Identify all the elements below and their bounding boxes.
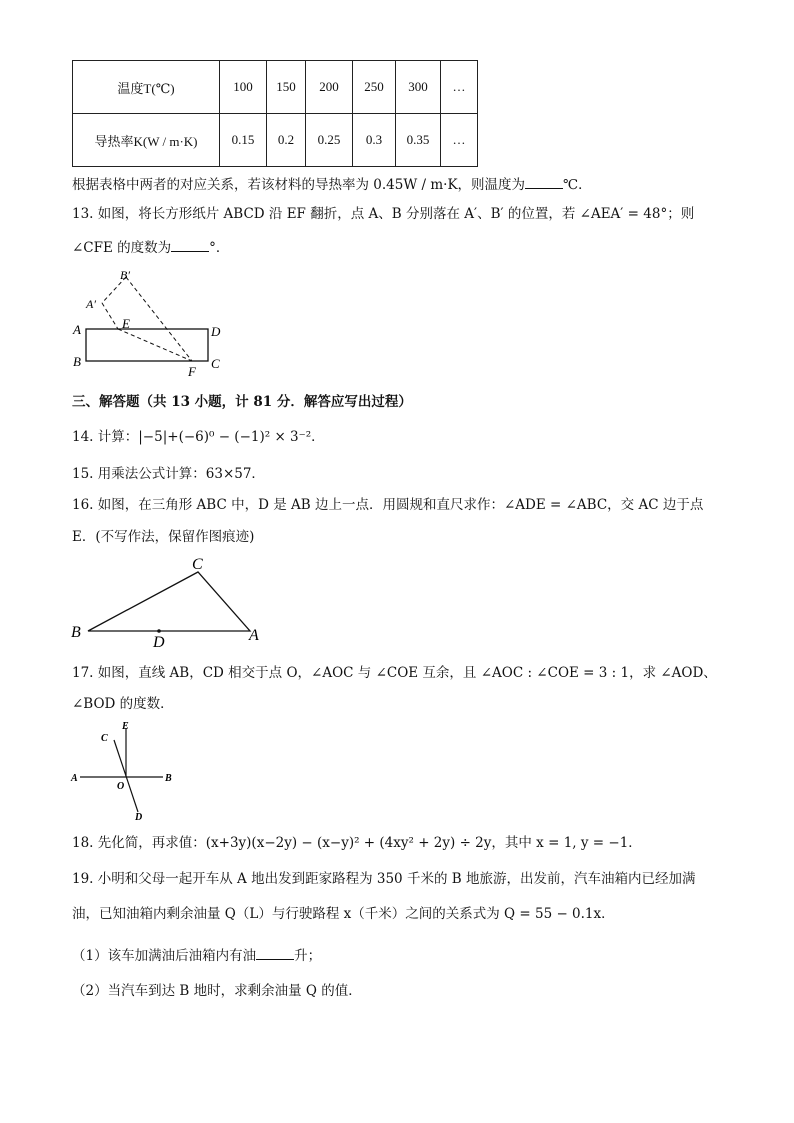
q13-figure xyxy=(70,266,230,378)
q17-line1: 17. 如图，直线 AB，CD 相交于点 O，∠AOC 与 ∠COE 互余，且 ∠AOC : ∠COE = 3 : 1，求 ∠AOD、 xyxy=(72,665,717,681)
label-e: E xyxy=(122,316,130,331)
q12-text: 根据表格中两者的对应关系，若该材料的导热率为 0.45W / m·K，则温度为 xyxy=(72,177,526,193)
q19-sub1-text: （1）该车加满油后油箱内有油 xyxy=(72,948,257,964)
q12-conclusion xyxy=(72,174,592,194)
q16-line2: E．(不写作法，保留作图痕迹) xyxy=(72,529,255,545)
q14: 14. 计算：|−5|+(−6)⁰ − (−1)² × 3⁻²． xyxy=(72,429,325,445)
table-cell: 0.25 xyxy=(306,114,353,167)
answer-blank xyxy=(256,945,294,960)
label-c: C xyxy=(192,556,203,573)
label-d: D xyxy=(153,634,165,648)
q13-line1: 13. 如图，将长方形纸片 ABCD 沿 EF 翻折，点 A、B 分别落在 A′、B′ 的位置，若 ∠AEA′ = 48°；则 xyxy=(72,206,695,222)
answer-blank xyxy=(525,174,563,189)
label-a-prime: A′ xyxy=(86,297,96,311)
label-a: A xyxy=(249,627,259,644)
q13-unit: °． xyxy=(209,240,230,256)
table-cell: 100 xyxy=(220,61,267,114)
q13-text: ∠CFE 的度数为 xyxy=(72,240,172,256)
label-a: A xyxy=(71,773,78,784)
label-b: B xyxy=(165,773,172,784)
label-b-prime: B′ xyxy=(120,268,130,282)
q19-sub2: （2）当汽车到达 B 地时，求剩余油量 Q 的值． xyxy=(72,983,362,999)
table-cell: 300 xyxy=(396,61,441,114)
label-o: O xyxy=(117,781,125,792)
table-row xyxy=(73,61,478,114)
table-cell: 0.2 xyxy=(267,114,306,167)
label-b: B xyxy=(73,354,81,369)
table-cell: 200 xyxy=(306,61,353,114)
table-cell: 温度T(℃) xyxy=(73,61,220,114)
table-cell: 0.3 xyxy=(353,114,396,167)
q17-line2: ∠BOD 的度数． xyxy=(72,696,174,712)
label-e: E xyxy=(122,721,129,732)
folded-dashed-lines xyxy=(102,277,192,361)
section-heading: 三、解答题（共 13 小题，计 81 分．解答应写出过程） xyxy=(72,394,412,410)
table-row xyxy=(73,114,478,167)
q16-line1: 16. 如图，在三角形 ABC 中，D 是 AB 边上一点．用圆规和直尺求作：∠ADE = ∠ABC，交 AC 边于点 xyxy=(72,497,704,513)
label-c: C xyxy=(211,356,220,371)
q12-unit: ℃． xyxy=(563,177,592,193)
label-d: D xyxy=(135,812,143,822)
triangle-abc xyxy=(88,572,250,631)
point-d xyxy=(157,629,161,633)
q15: 15. 用乘法公式计算：63×57． xyxy=(72,466,265,482)
rectangle-abcd xyxy=(86,329,208,361)
table-cell: 150 xyxy=(267,61,306,114)
label-b: B xyxy=(71,624,81,641)
table-cell: … xyxy=(441,61,478,114)
q17-figure xyxy=(68,718,188,822)
q13-line2 xyxy=(72,237,229,257)
label-c: C xyxy=(101,733,108,744)
table-cell: … xyxy=(441,114,478,167)
label-a: A xyxy=(73,322,81,337)
q19-sub1 xyxy=(72,945,321,965)
q18: 18. 先化简，再求值：(x+3y)(x−2y) − (x−y)² + (4xy² + 2y) ÷ 2y，其中 x = 1, y = −1． xyxy=(72,835,642,851)
table-cell: 导热率K(W / m·K) xyxy=(73,114,220,167)
label-d: D xyxy=(211,324,221,339)
q16-figure xyxy=(68,552,268,648)
q19-sub1-unit: 升； xyxy=(294,948,322,964)
table-cell: 250 xyxy=(353,61,396,114)
data-table xyxy=(72,60,478,167)
answer-blank xyxy=(171,237,209,252)
table-cell: 0.15 xyxy=(220,114,267,167)
label-f: F xyxy=(188,364,196,378)
table-cell: 0.35 xyxy=(396,114,441,167)
q19-line1: 19. 小明和父母一起开车从 A 地出发到距家路程为 350 千米的 B 地旅游，出发前，汽车油箱内已经加满 xyxy=(72,871,696,887)
q19-line2: 油，已知油箱内剩余油量 Q（L）与行驶路程 x（千米）之间的关系式为 Q = 55 − 0.1x． xyxy=(72,906,615,922)
